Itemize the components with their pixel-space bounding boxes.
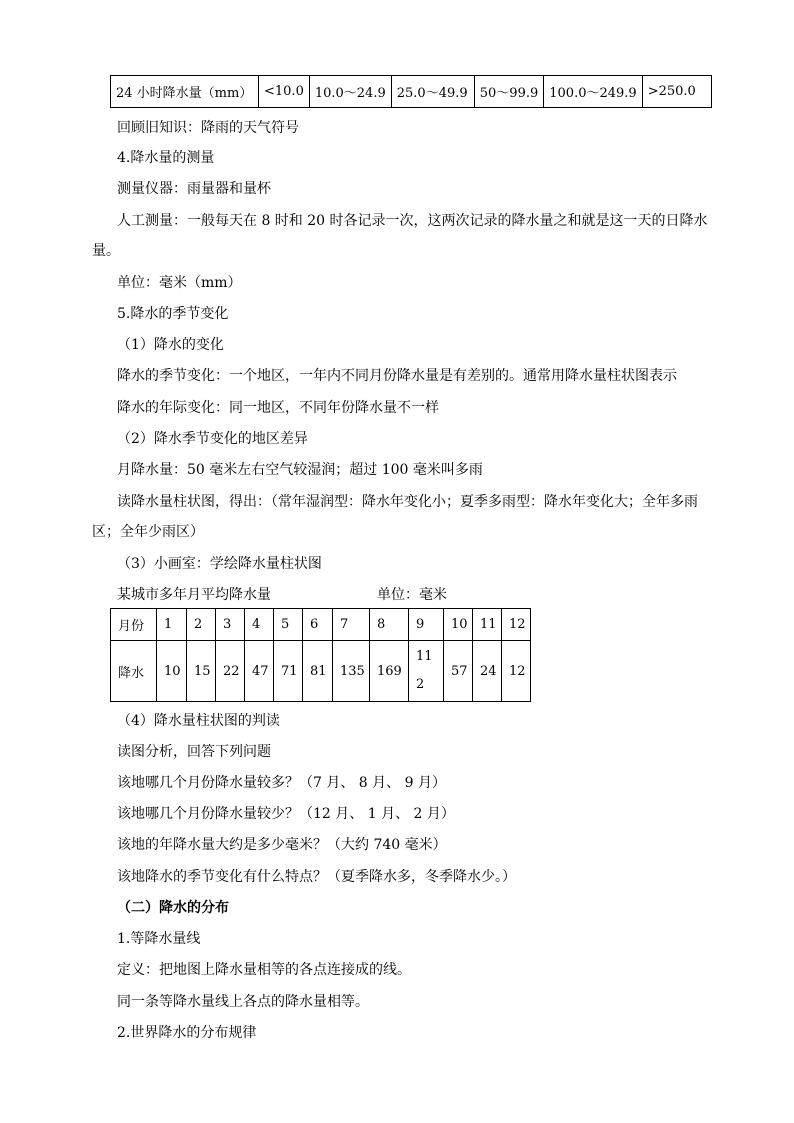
text-line: 测量仪器：雨量器和量杯 [117, 181, 271, 197]
text-line: 单位：毫米（mm） [117, 275, 242, 291]
text-line: 人工测量：一般每天在 8 时和 20 时各记录一次，这两次记录的降水量之和就是这一天的日降水 [117, 213, 708, 229]
table-cell: 9 [409, 609, 444, 641]
table-row [111, 641, 531, 702]
section-heading: 4.降水量的测量 [117, 150, 215, 166]
table-cell: 169 [370, 641, 409, 702]
table-cell-label: 24 小时降水量（mm） [111, 76, 259, 108]
section-heading: 2.世界降水的分布规律 [117, 1025, 257, 1041]
text-line: 月降水量：50 毫米左右空气较湿润；超过 100 毫米叫多雨 [117, 462, 483, 478]
table-cell: 100.0～249.9 [544, 76, 642, 108]
table-cell: <10.0 [259, 76, 310, 108]
table-cell-label: 月份 [111, 609, 157, 641]
value-part: 11 [416, 649, 433, 664]
table-cell: 2 [187, 609, 216, 641]
table-cell: 71 [274, 641, 303, 702]
table-cell: 50～99.9 [474, 76, 544, 108]
table-cell: 22 [216, 641, 245, 702]
table-cell: 8 [370, 609, 409, 641]
text-line: 读图分析，回答下列问题 [117, 744, 271, 760]
table-caption: 某城市多年月平均降水量 [117, 587, 271, 603]
table-cell: 12 [502, 609, 531, 641]
table-cell: 4 [245, 609, 274, 641]
table-cell-label: 降水 [111, 641, 157, 702]
table-cell: 81 [303, 641, 333, 702]
table-cell: 10.0～24.9 [309, 76, 391, 108]
text-line: 降水的年际变化：同一地区，不同年份降水量不一样 [117, 400, 439, 416]
text-line: 量。 [92, 243, 120, 259]
table-row [111, 609, 531, 641]
table-cell: 47 [245, 641, 274, 702]
question-line: 该地降水的季节变化有什么特点？（夏季降水多，冬季降水少。） [117, 869, 516, 885]
text-line: 同一条等降水量线上各点的降水量相等。 [117, 994, 369, 1010]
table-cell: 10 [157, 641, 187, 702]
table-cell: 12 [502, 641, 531, 702]
monthly-precipitation-table [110, 608, 531, 702]
subsection-heading: （4）降水量柱状图的判读 [117, 713, 280, 729]
table-cell: 11 [473, 609, 502, 641]
table-cell: 15 [187, 641, 216, 702]
rain-grade-table [110, 75, 712, 108]
table-unit: 单位：毫米 [377, 587, 447, 603]
table-cell: 10 [444, 609, 473, 641]
table-cell: 5 [274, 609, 303, 641]
question-line: 该地哪几个月份降水量较多？（7 月、 8 月、 9 月） [117, 775, 446, 791]
text-line: 区；全年少雨区） [92, 524, 204, 540]
table-cell: 57 [444, 641, 473, 702]
question-line: 该地的年降水量大约是多少毫米？（大约 740 毫米） [117, 837, 447, 853]
text-line: 降水的季节变化：一个地区，一年内不同月份降水量是有差别的。通常用降水量柱状图表示 [117, 368, 677, 384]
table-cell: 1 [157, 609, 187, 641]
section-heading: （二）降水的分布 [117, 900, 229, 916]
table-cell: 135 [333, 641, 370, 702]
text-line: 定义：把地图上降水量相等的各点连接成的线。 [117, 962, 411, 978]
table-row [111, 76, 712, 108]
table-cell: 24 [473, 641, 502, 702]
table-cell: 7 [333, 609, 370, 641]
table-cell: 25.0～49.9 [391, 76, 474, 108]
value-part: 2 [416, 677, 425, 692]
subsection-heading: （2）降水季节变化的地区差异 [117, 431, 308, 447]
section-heading: 5.降水的季节变化 [117, 306, 229, 322]
text-line: 读降水量柱状图，得出：（常年湿润型：降水年变化小；夏季多雨型：降水年变化大；全年多雨 [117, 494, 698, 510]
table-cell: >250.0 [642, 76, 711, 108]
wrapped-value [416, 643, 443, 699]
table-cell: 3 [216, 609, 245, 641]
section-heading: 1.等降水量线 [117, 931, 201, 947]
subsection-heading: （1）降水的变化 [117, 337, 224, 353]
table-cell-wrapped [409, 641, 444, 702]
text-line: 回顾旧知识：降雨的天气符号 [117, 120, 299, 136]
subsection-heading: （3）小画室：学绘降水量柱状图 [117, 556, 322, 572]
table-cell: 6 [303, 609, 333, 641]
question-line: 该地哪几个月份降水量较少？（12 月、 1 月、 2 月） [117, 806, 455, 822]
